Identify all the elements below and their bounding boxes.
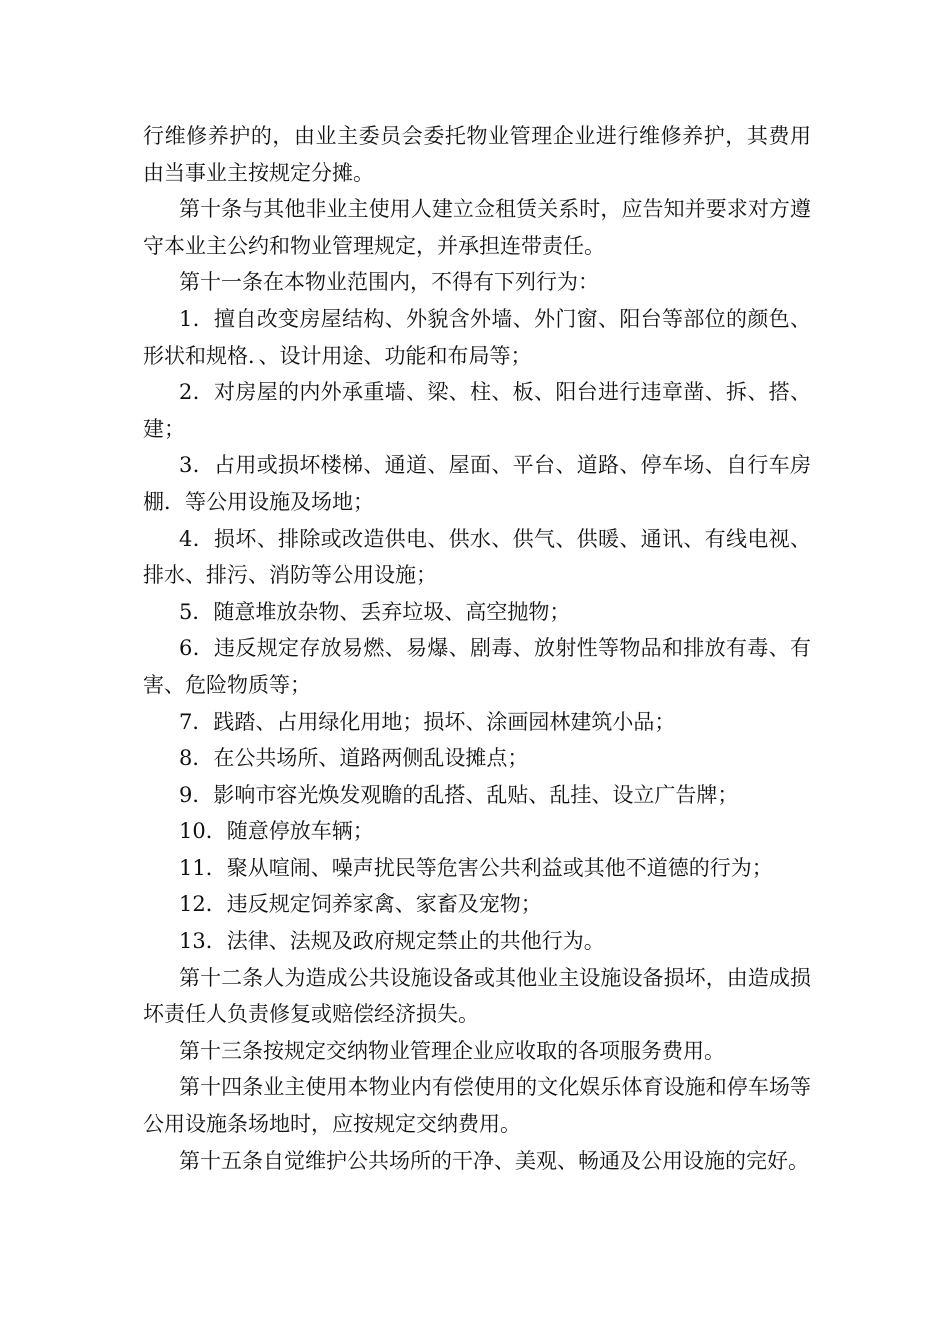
document-body [143,118,811,1179]
paragraph-article-13: 第十三条按规定交纳物业管理企业应收取的各项服务费用。 [179,1038,725,1063]
list-item-2: 2．对房屋的内外承重墙、梁、柱、板、阳台进行违章凿、拆、搭、建； [143,380,811,441]
list-item-5: 5．随意堆放杂物、丢弃垃圾、高空抛物； [179,599,571,624]
list-item-3: 3．占用或损坏楼梯、通道、屋面、平台、道路、停车场、自行车房棚．等公用设施及场地； [143,453,811,514]
list-item-13: 13．法律、法规及政府规定禁止的共他行为。 [179,929,605,954]
list-item-4: 4．损坏、排除或改造供电、供水、供气、供暖、通讯、有线电视、排水、排污、消防等公用设施； [143,526,811,588]
paragraph-continuation: 行维修养护的，由业主委员会委托物业管理企业进行维修养护，其费用由当事业主按规定分摊。 [143,124,811,185]
paragraph-article-14: 第十四条业主使用本物业内有偿使用的文化娱乐体育设施和停车场等公用设施条场地时，应按规定交纳费用。 [143,1075,811,1137]
list-item-9: 9．影响市容光焕发观瞻的乱搭、乱贴、乱挂、设立广告牌； [179,782,739,807]
list-item-7: 7．践踏、占用绿化用地；损坏、涂画园林建筑小品； [179,709,676,734]
list-item-10: 10．随意停放车辆； [179,819,374,844]
paragraph-article-15: 第十五条自觉维护公共场所的干净、美观、畅通及公用设施的完好。 [179,1148,809,1173]
paragraph-article-11: 第十一条在本物业范围内，不得有下列行为： [179,270,599,295]
paragraph-article-12: 第十二条人为造成公共设施设备或其他业主设施设备损坏，由造成损坏责任人负责修复或赔偿经济损失。 [143,965,811,1027]
list-item-1: 1．擅自改变房屋结构、外貌含外墙、外门窗、阳台等部位的颜色、形状和规格．、设计用途、功能和布局等； [143,306,811,368]
list-item-8: 8．在公共场所、道路两侧乱设摊点； [179,746,529,771]
list-item-12: 12．违反规定饲养家禽、家畜及宠物； [179,892,542,917]
paragraph-article-10: 第十条与其他非业主使用人建立佥租赁关系时，应告知并要求对方遵守本业主公约和物业管理规定，并承担连带责任。 [143,197,811,258]
list-item-11: 11．聚从喧闹、噪声扰民等危害公共利益或其他不道德的行为； [179,855,773,880]
list-item-6: 6．违反规定存放易燃、易爆、剧毒、放射性等物品和排放有毒、有害、危险物质等； [143,636,811,697]
